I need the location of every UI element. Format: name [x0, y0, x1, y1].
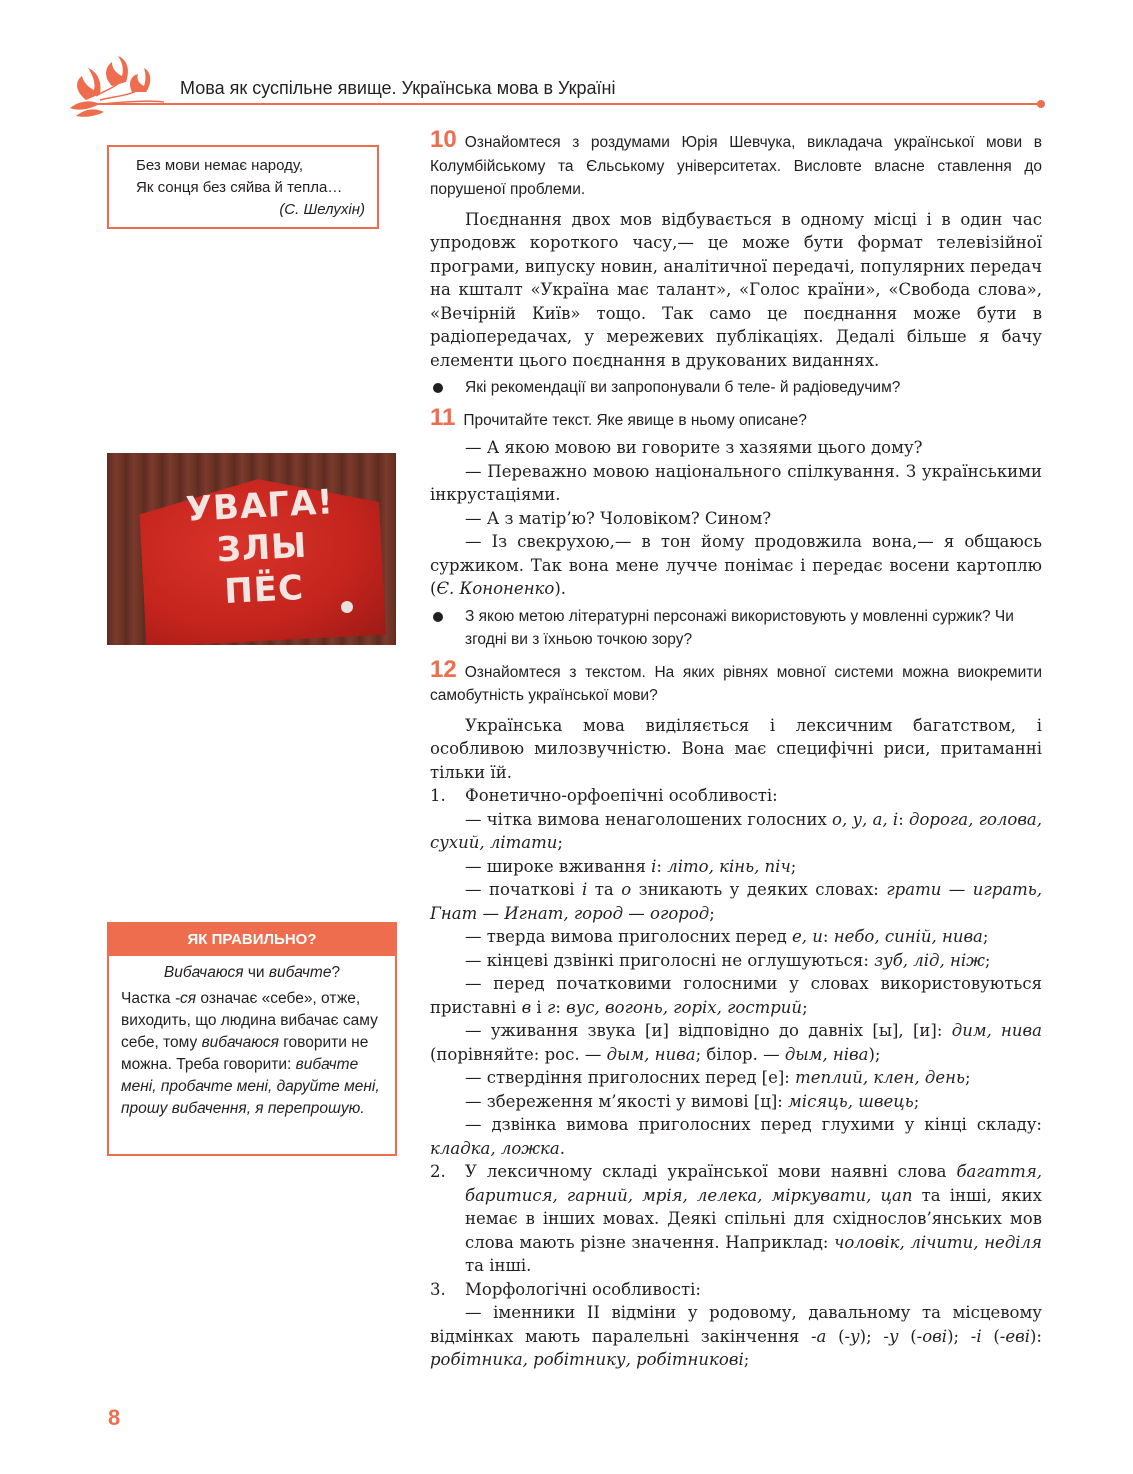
list-item: 1. Фонетично-орфоепічні особливості: — [430, 786, 778, 805]
feature-line: — ствердіння приголосних перед [е]: теплий, клен, день; — [465, 1068, 971, 1087]
dialogue-line: — А якою мовою ви говорите з хазяями цього дому? — [465, 438, 923, 457]
task-10-prompt: 10 Ознайомтеся з роздумами Юрія Шевчука, викладача української мови в Колумбійському та Єльському університетах. Висловте власне ставлення до порушеної проблеми. — [430, 126, 1042, 198]
header-divider-dot — [1037, 100, 1045, 108]
task-11-question: З якою метою літературні персонажі використовують у мовленні суржик? Чи згодні ви з їхньою точкою зору? — [430, 605, 1042, 652]
feature-line: — тверда вимова приголосних перед е, и: небо, синій, нива; — [465, 927, 989, 946]
list-item: 2. У лексичному складі української мови наявні слова багаття, баритися, гарний, мрія, лелека, міркувати, цап та інші, яких немає в інших мовах. Деякі спільні для східнослов’янських мов слова мають різне значення. Наприклад: чоловік, лічити, неділя та інші. — [430, 1162, 1042, 1275]
how-correct-box — [107, 922, 397, 1156]
page-header-title: Мова як суспільне явище. Українська мова в Україні — [180, 78, 616, 98]
task-12-prompt: 12 Ознайомтеся з текстом. На яких рівнях мовної системи можна виокремити самобутність української мови? — [430, 655, 1042, 704]
flower-logo-icon — [66, 56, 166, 118]
feature-line: — широке вживання і: літо, кінь, піч; — [465, 856, 797, 876]
bullet-icon — [433, 383, 443, 393]
task-10-question: Які рекомендації ви запропонували б теле- й радіоведучим? — [430, 376, 1042, 400]
task-number: 10 — [430, 126, 457, 153]
epigraph-line: Як сонця без сяйва й тепла… — [136, 179, 343, 196]
how-correct-body: Частка -ся означає «себе», отже, виходить, що людина вибачає саму себе, тому вибачаюся говорити не можна. Треба говорити: вибачте мені, пробачте мені, даруйте мені, прошу вибачення, я перепрошую. — [121, 990, 380, 1117]
epigraph-box — [107, 145, 379, 229]
sign-line: ПЁС — [223, 567, 306, 612]
feature-line: — збереження м’якості у вимові [ц]: місяць, швець; — [465, 1091, 920, 1111]
epigraph-line: Без мови немає народу, — [136, 157, 304, 174]
feature-line: — початкові і та о зникають у деяких словах: грати — играть, Гнат — Игнат, город — огород; — [430, 880, 1042, 923]
feature-line: — чітка вимова ненаголошених голосних о, у, а, і: дорога, голова, сухий, літати; — [430, 809, 1043, 852]
how-correct-heading: ЯК ПРАВИЛЬНО? — [109, 924, 395, 956]
dialogue-line: — Переважно мовою національного спілкування. З українськими інкрустаціями. — [430, 461, 1042, 504]
feature-line: — іменники II відміни у родовому, давальному та місцевому відмінках мають паралельні закінчення -а (-у); -у (-ові); -і (-еві): робітника, робітнику, робітникові; — [430, 1303, 1042, 1369]
task-number: 12 — [430, 655, 457, 683]
bolt-icon — [341, 601, 353, 613]
task-12-intro: Українська мова виділяється і лексичним багатством, і особливою милозвучністю. Вона має специфічні риси, притаманні тільки їй. — [430, 715, 1042, 782]
warning-sign-photo — [107, 453, 396, 645]
dialogue-line: — Із свекрухою,— в тон йому продовжила вона,— я общаюсь суржиком. Так вона мене лучче понімає і передає восени картоплю (Є. Кононенко). — [430, 532, 1042, 598]
feature-line: — перед початковими голосними у словах використовуються приставні в і г: вус, вогонь, горіх, гострий; — [430, 974, 1042, 1017]
page-number: 8 — [108, 1405, 121, 1430]
feature-line: — кінцеві дзвінкі приголосні не оглушуються: зуб, лід, ніж; — [465, 950, 991, 970]
main-column — [430, 128, 1042, 1372]
feature-line: — дзвінка вимова приголосних перед глухими у кінці складу: кладка, ложка. — [430, 1115, 1042, 1158]
sign-line: УВАГА! — [184, 482, 335, 530]
how-correct-question: Вибачаюся чи вибачте? — [163, 964, 341, 981]
dialogue-line: — А з матір’ю? Чоловіком? Сином? — [465, 508, 772, 528]
task-number: 11 — [430, 403, 456, 431]
task-10-text: Поєднання двох мов відбувається в одному місці і в один час упродовж короткого часу,— це може бути формат телевізійної програми, випуску новин, аналітичної передачі, популярних передач на кшталт «Україна має талант», «Голос країни», «Свобода слова», «Вечірній Київ» тощо. Так само це поєднання може бути в радіопередачах, у мережевих публікаціях. Дедалі більше я бачу елементи цього поєднання в друкованих виданнях. — [430, 209, 1042, 370]
header-divider — [96, 103, 1042, 105]
task-11-prompt: 11 Прочитайте текст. Яке явище в ньому описане? — [430, 403, 807, 431]
list-item: 3. Морфологічні особливості: — [430, 1279, 701, 1299]
sign-text — [149, 479, 375, 616]
epigraph-author: (С. Шелухін) — [279, 201, 365, 218]
bullet-icon — [433, 612, 443, 622]
sign-line: ЗЛЫ — [215, 525, 309, 571]
feature-line: — уживання звука [и] відповідно до давніх [ы], [и]: дим, нива (порівняйте: рос. — дым, нива; білор. — дым, ніва); — [430, 1021, 1042, 1064]
